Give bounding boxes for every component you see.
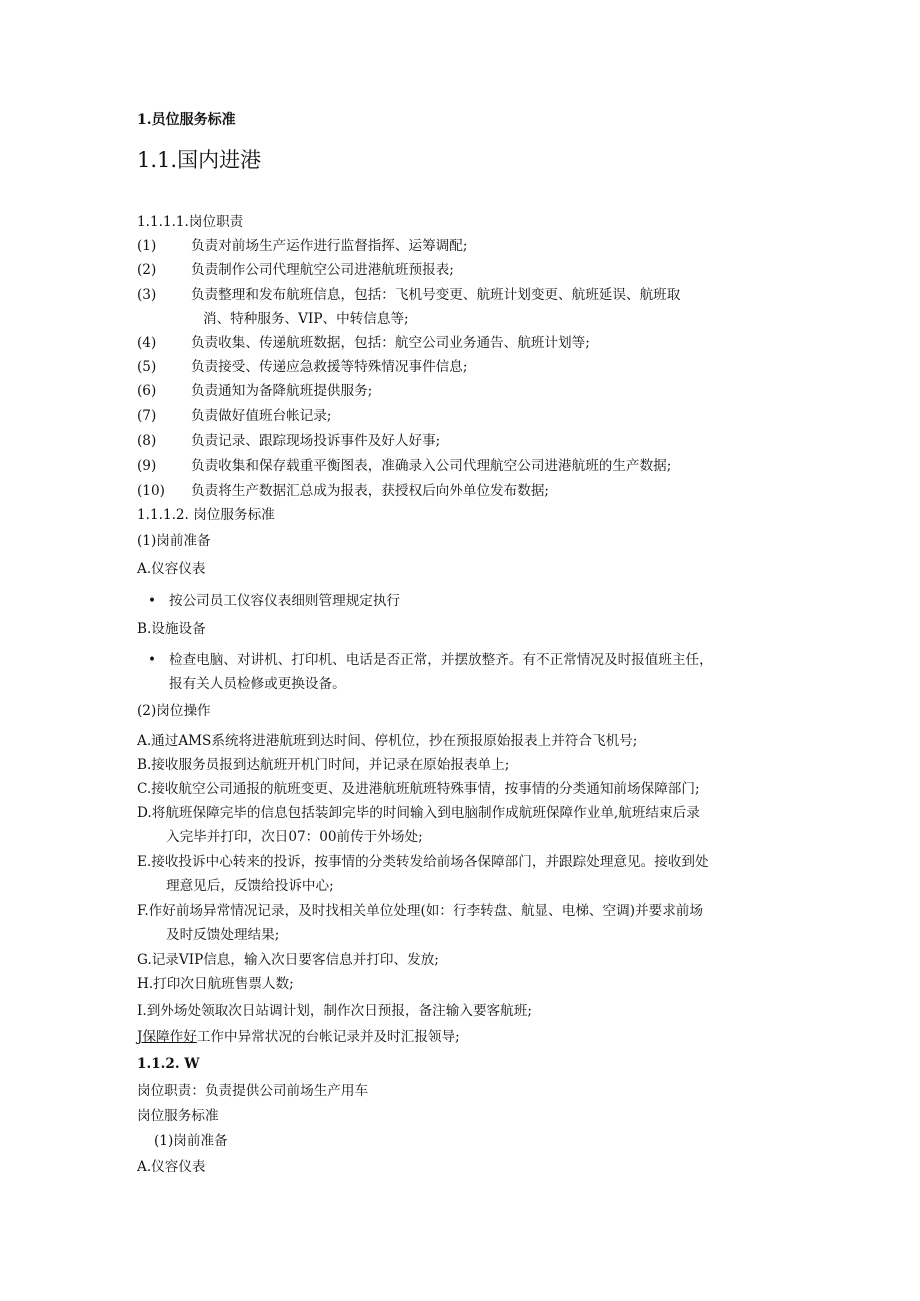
duty-text: 负责整理和发布航班信息，包括：飞机号变更、航班计划变更、航班延误、航班取 [191, 287, 681, 303]
subheading-standard: 岗位服务标准 [137, 1108, 219, 1124]
operation-item: C.接收航空公司通报的航班变更、及进港航班航班特殊事情，按事情的分类通知前场保障部门; [137, 781, 700, 797]
section-heading-1111: 1.1.1.1.岗位职责 [137, 214, 244, 230]
duty-text: 负责将生产数据汇总成为报表，获授权后向外单位发布数据; [191, 483, 550, 499]
bullet-facilities-check-line1: 检查电脑、对讲机、打印机、电话是否正常，并摆放整齐。有不正常情况及时报值班主任， [169, 652, 713, 668]
duty-text: 负责收集和保存载重平衡图表，准确录入公司代理航空公司进港航班的生产数据; [191, 458, 672, 474]
duty-number: (4) [137, 335, 157, 351]
section-heading-1112: 1.1.1.2. 岗位服务标准 [137, 507, 275, 523]
subheading-facilities: B.设施设备 [137, 621, 206, 637]
duty-number: (10) [137, 483, 165, 499]
duty-text: 负责记录、跟踪现场投诉事件及好人好事; [191, 433, 441, 449]
duty-number: (6) [137, 383, 157, 399]
operation-item: G.记录VIP信息，输入次日要客信息并打印、发放; [137, 952, 439, 968]
duty-number: (1) [137, 238, 157, 254]
bullet-appearance-rule: 按公司员工仪容仪表细则管理规定执行 [169, 593, 401, 609]
duty-text: 负责制作公司代理航空公司进港航班预报表; [191, 262, 454, 278]
operation-item: H.打印次日航班售票人数; [137, 976, 294, 992]
operation-item-j [137, 1027, 460, 1047]
operation-item: A.通过AMS系统将进港航班到达时间、停机位，抄在预报原始报表上并符合飞机号; [137, 733, 638, 749]
duty-number: (9) [137, 458, 157, 474]
section-heading-112: 1.1.2. W [137, 1056, 200, 1072]
subheading-appearance: A.仪容仪表 [137, 561, 206, 577]
bullet-glyph: • [148, 652, 157, 668]
operation-item: D.将航班保障完毕的信息包括装卸完毕的时间输入到电脑制作成航班保障作业单,航班结束后录 [137, 805, 700, 821]
operation-item: 及时反馈处理结果; [166, 927, 280, 943]
operation-item: 入完毕并打印，次日07：00前传于外场处; [166, 829, 423, 845]
duty-statement: 岗位职责：负责提供公司前场生产用车 [137, 1083, 369, 1099]
subheading-appearance-2: A.仪容仪表 [137, 1159, 206, 1175]
duty-number: (5) [137, 359, 157, 375]
subheading-operation: (2)岗位操作 [137, 703, 211, 719]
heading-level2: 1.1.国内进港 [137, 148, 262, 172]
duty-text: 负责做好值班台帐记录; [191, 408, 332, 424]
operation-item: B.接收服务员报到达航班开机门时间，并记录在原始报表单上; [137, 757, 510, 773]
duty-number: (3) [137, 287, 157, 303]
operation-item-j-underlined: J保障作好 [137, 1029, 197, 1045]
operation-item: I.到外场处领取次日站调计划，制作次日预报，备注输入要客航班; [137, 1003, 532, 1019]
duty-number: (2) [137, 262, 157, 278]
bullet-glyph: • [148, 593, 157, 609]
duty-text: 负责接受、传递应急救援等特殊情况事件信息; [191, 359, 468, 375]
duty-number: (8) [137, 433, 157, 449]
subheading-prep: (1)岗前准备 [137, 533, 211, 549]
operation-item: E.接收投诉中心转来的投诉，按事情的分类转发给前场各保障部门，并跟踪处理意见。接收到处 [137, 854, 709, 870]
operation-item: 理意见后，反馈给投诉中心; [166, 878, 334, 894]
duty-text: 负责对前场生产运作进行监督指挥、运筹调配; [191, 238, 468, 254]
heading-level1: 1.员位服务标准 [137, 112, 236, 128]
duty-text: 负责收集、传递航班数据，包括：航空公司业务通告、航班计划等; [191, 335, 590, 351]
operation-item: F.作好前场异常情况记录，及时找相关单位处理(如：行李转盘、航显、电梯、空调)并要求前场 [137, 903, 703, 919]
operation-item-j-rest: 工作中异常状况的台帐记录并及时汇报领导; [196, 1029, 460, 1045]
bullet-facilities-check-line2: 报有关人员检修或更换设备。 [169, 676, 346, 692]
subheading-prep-2: (1)岗前准备 [154, 1133, 228, 1149]
duty-text: 负责通知为备降航班提供服务; [191, 383, 373, 399]
duty-text: 消、特种服务、VIP、中转信息等; [203, 311, 409, 327]
duty-number: (7) [137, 408, 157, 424]
